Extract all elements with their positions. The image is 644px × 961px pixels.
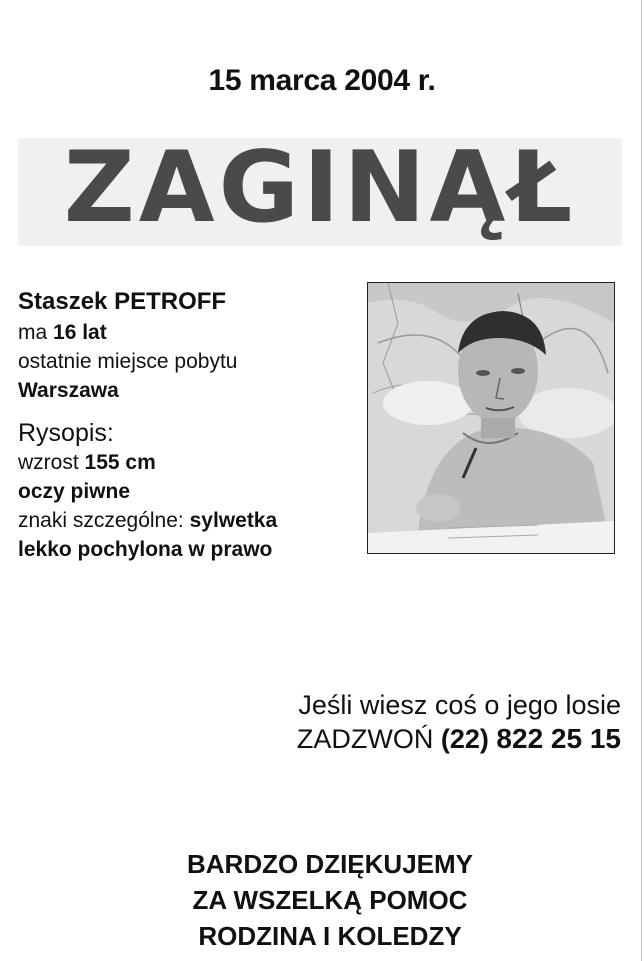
person-name (18, 286, 358, 318)
age-line (18, 318, 358, 347)
age-value: 16 lat (53, 321, 107, 344)
page-edge (641, 0, 642, 961)
poster-date: 15 marca 2004 r. (208, 64, 436, 97)
marks-line (18, 506, 358, 535)
headline: ZAGINĄŁ (63, 131, 577, 245)
first-name: Staszek (18, 288, 108, 315)
height-line (18, 448, 358, 477)
marks-value-1: sylwetka (189, 509, 278, 532)
contact-line1: Jeśli wiesz coś o jego losie (298, 690, 621, 720)
description-heading: Rysopis: (18, 419, 114, 447)
last-seen-place: Warszawa (18, 379, 119, 402)
thanks-line2: ZA WSZELKĄ POMOC (192, 885, 468, 915)
person-photo (367, 282, 615, 554)
area-code: (22) (440, 724, 489, 754)
marks-value-2: lekko pochylona w prawo (18, 538, 273, 561)
last-name: PETROFF (114, 288, 227, 315)
last-seen-label: ostatnie miejsce pobytu (18, 350, 238, 373)
thanks-block (0, 846, 644, 954)
call-label: ZADZWOŃ (296, 724, 434, 754)
height-value: 155 cm (84, 451, 156, 474)
contact-line2 (0, 722, 621, 756)
thanks-line1: BARDZO DZIĘKUJEMY (186, 849, 473, 879)
contact-info (0, 688, 621, 756)
marks-label: znaki szczególne: (18, 509, 184, 532)
thanks-line3: RODZINA I KOLEDZY (198, 921, 462, 951)
portrait-image (368, 283, 614, 553)
age-prefix: ma (18, 321, 48, 344)
phone-number: 822 25 15 (496, 723, 621, 754)
eye-color: oczy piwne (18, 480, 131, 503)
person-info (18, 286, 358, 564)
height-label: wzrost (18, 451, 79, 474)
